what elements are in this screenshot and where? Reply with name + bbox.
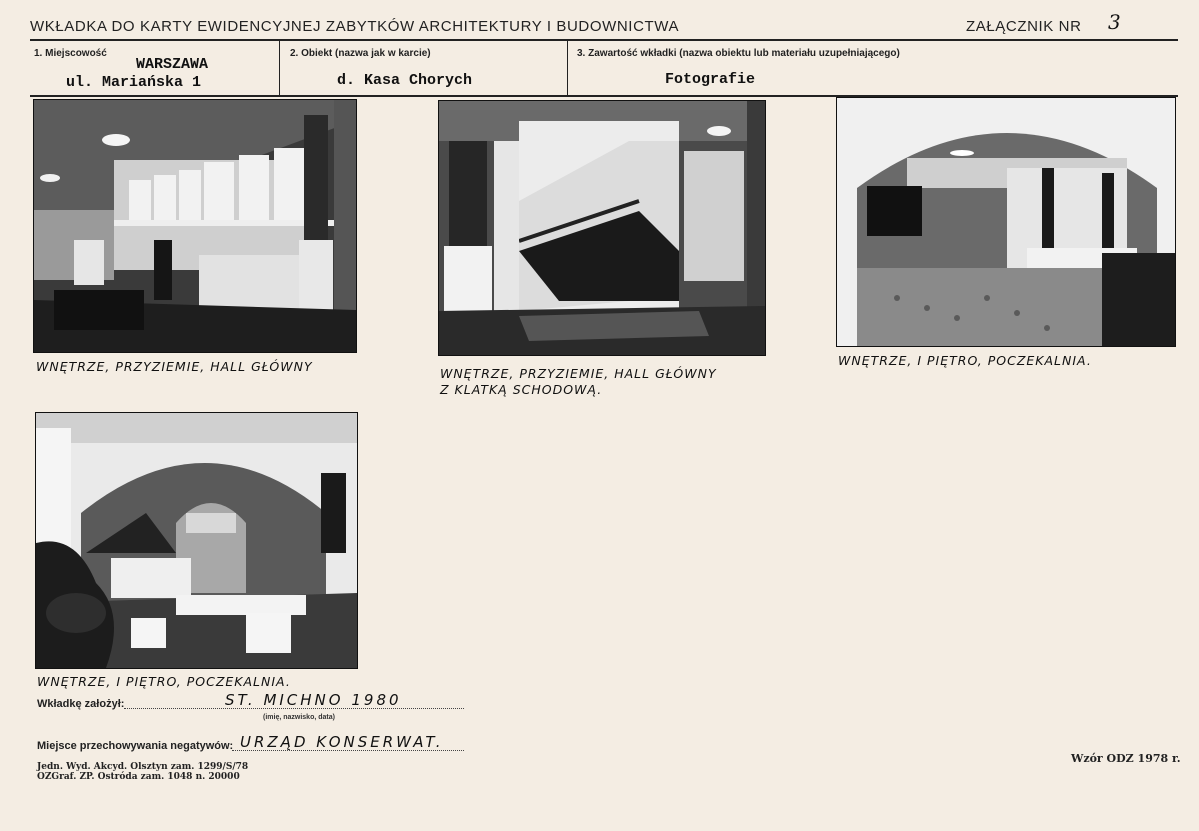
object-label: 2. Obiekt (nazwa jak w karcie) xyxy=(290,48,431,59)
negatives-value: URZĄD KONSERWAT. xyxy=(240,733,444,751)
founder-value: ST. MICHNO 1980 xyxy=(225,691,402,709)
field-divider-2 xyxy=(567,41,568,95)
locality-street: ul. Mariańska 1 xyxy=(66,74,202,91)
photo-2-caption-line2: Z KLATKĄ SCHODOWĄ. xyxy=(440,382,603,397)
photo-3-caption: WNĘTRZE, I PIĘTRO, POCZEKALNIA. xyxy=(838,353,1092,368)
header-rule-top xyxy=(30,39,1178,41)
photo-4-caption: WNĘTRZE, I PIĘTRO, POCZEKALNIA. xyxy=(37,674,291,689)
field-divider-1 xyxy=(279,41,280,95)
form-pattern: Wzór ODZ 1978 r. xyxy=(1071,752,1181,765)
photo-first-floor-waiting-room xyxy=(836,97,1176,347)
sheet-title: WKŁADKA DO KARTY EWIDENCYJNEJ ZABYTKÓW ARCHITEKTURY I BUDOWNICTWA xyxy=(30,18,680,35)
locality-label: 1. Miejscowość xyxy=(34,48,107,59)
imprint-line-2: OZGraf. ZP. Ostróda zam. 1048 n. 20000 xyxy=(37,772,240,782)
photo-1-caption: WNĘTRZE, PRZYZIEMIE, HALL GŁÓWNY xyxy=(36,359,313,374)
photo-hall-staircase xyxy=(438,100,766,356)
annex-number: 3 xyxy=(1108,10,1121,34)
negatives-label: Miejsce przechowywania negatywów: xyxy=(37,740,234,752)
annex-label: ZAŁĄCZNIK NR xyxy=(966,18,1082,35)
founder-hint: (imię, nazwisko, data) xyxy=(263,714,335,721)
photo-first-floor-waiting-room-2 xyxy=(35,412,358,669)
locality-city: WARSZAWA xyxy=(136,56,209,73)
content-value: Fotografie xyxy=(665,71,756,88)
object-value: d. Kasa Chorych xyxy=(337,72,473,89)
photo-2-caption-line1: WNĘTRZE, PRZYZIEMIE, HALL GŁÓWNY xyxy=(440,366,717,381)
imprint-line-1: Jedn. Wyd. Akcyd. Olsztyn zam. 1299/S/78 xyxy=(37,762,249,772)
founder-label: Wkładkę założył: xyxy=(37,698,125,710)
content-label: 3. Zawartość wkładki (nazwa obiektu lub materiału uzupełniającego) xyxy=(577,48,900,59)
photo-hall-ground-floor xyxy=(33,99,357,353)
